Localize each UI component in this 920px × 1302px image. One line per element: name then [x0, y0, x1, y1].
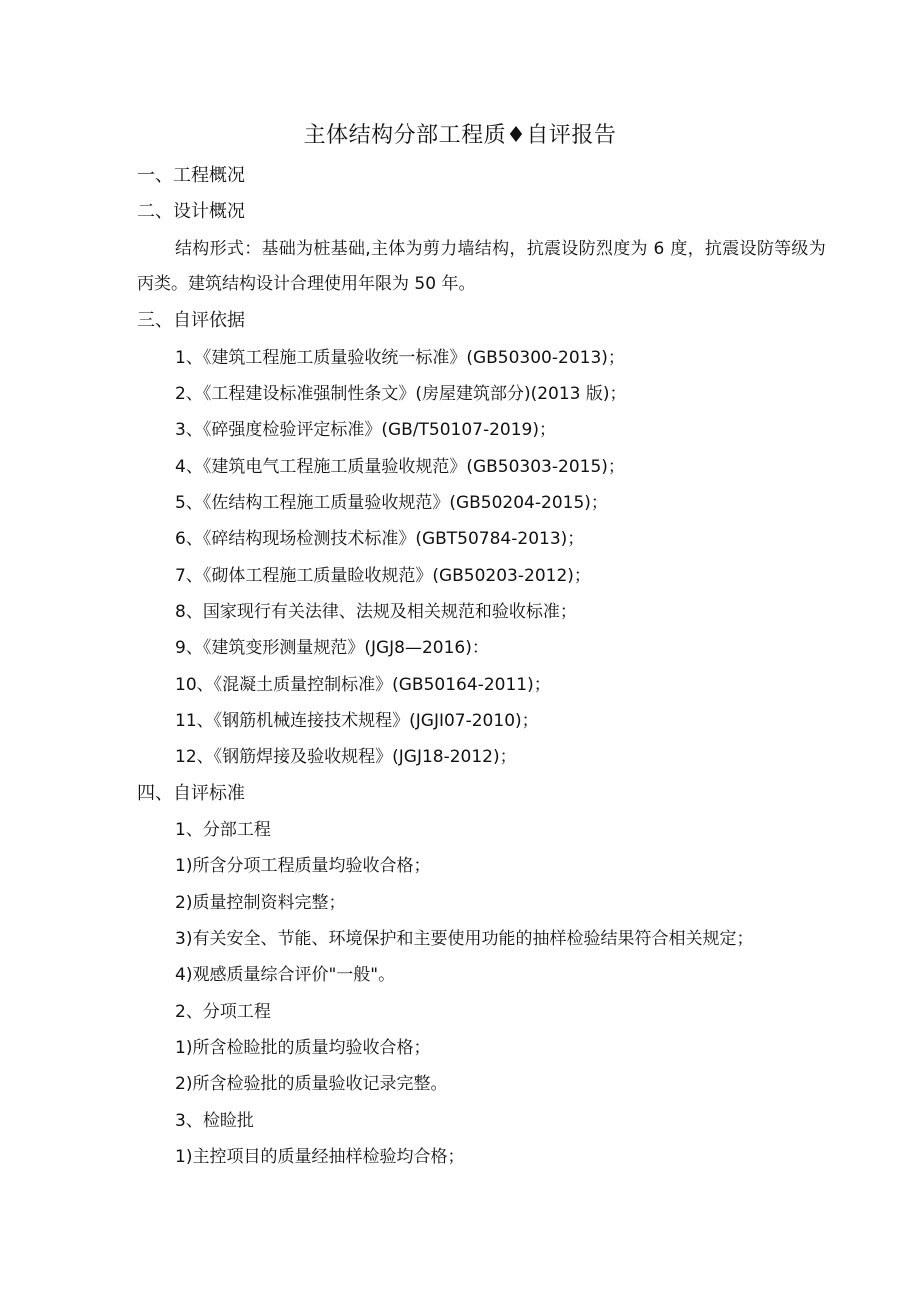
basis-item: 9、《建筑变形测量规范》(JGJ8—2016)：: [175, 638, 489, 658]
basis-item: 1、《建筑工程施工质量验收统一标准》(GB50300-2013)；: [175, 348, 625, 368]
standards-line: 3)有关安全、节能、环境保护和主要使用功能的抽样检验结果符合相关规定；: [175, 929, 754, 949]
standards-line: 2、分项工程: [175, 1002, 271, 1022]
basis-item: 7、《砌体工程施工质量睑收规范》(GB50203-2012)；: [175, 566, 591, 586]
section-heading-overview: 一、工程概况: [137, 165, 245, 186]
design-paragraph-line-1: 结构形式：基础为桩基础,主体为剪力墙结构，抗震设防烈度为 6 度，抗震设防等级为: [175, 239, 827, 259]
basis-item: 6、《碎结构现场检测技术标准》(GBT50784-2013)；: [175, 529, 585, 549]
section-heading-standards: 四、自评标准: [137, 783, 245, 804]
standards-line: 1)所含分项工程质量均验收合格；: [175, 856, 431, 876]
standards-line: 1)所含检睑批的质量均验收合格；: [175, 1038, 431, 1058]
document-title: 主体结构分部工程质♦自评报告: [303, 123, 617, 148]
standards-line: 2)质量控制资料完整；: [175, 893, 346, 913]
standards-line: 4)观感质量综合评价"一般"。: [175, 965, 396, 985]
section-heading-design: 二、设计概况: [137, 201, 245, 222]
basis-item: 4、《建筑电气工程施工质量验收规范》(GB50303-2015)；: [175, 457, 625, 477]
standards-line: 1、分部工程: [175, 820, 271, 840]
basis-item: 5、《佐结构工程施工质量验收规范》(GB50204-2015)；: [175, 493, 608, 513]
section-heading-basis: 三、自评依据: [137, 310, 245, 331]
standards-line: 1)主控项目的质量经抽样检验均合格；: [175, 1147, 465, 1167]
standards-line: 3、检睑批: [175, 1111, 254, 1131]
basis-item: 12、《钢筋焊接及验收规程》(JGJ18-2012)；: [175, 747, 517, 767]
basis-item: 3、《碎强度检验评定标准》(GB/T50107-2019)；: [175, 420, 557, 440]
design-paragraph-line-2: 丙类。建筑结构设计合理使用年限为 50 年。: [137, 274, 476, 294]
basis-item: 10、《混凝土质量控制标准》(GB50164-2011)；: [175, 675, 551, 695]
basis-item: 8、国家现行有关法律、法规及相关规范和验收标准；: [175, 602, 577, 622]
standards-line: 2)所含检验批的质量验收记录完整。: [175, 1074, 448, 1094]
basis-item: 11、《钢筋机械连接技术规程》(JGJI07-2010)；: [175, 711, 539, 731]
basis-item: 2、《工程建设标准强制性条文》(房屋建筑部分)(2013 版)；: [175, 384, 627, 404]
